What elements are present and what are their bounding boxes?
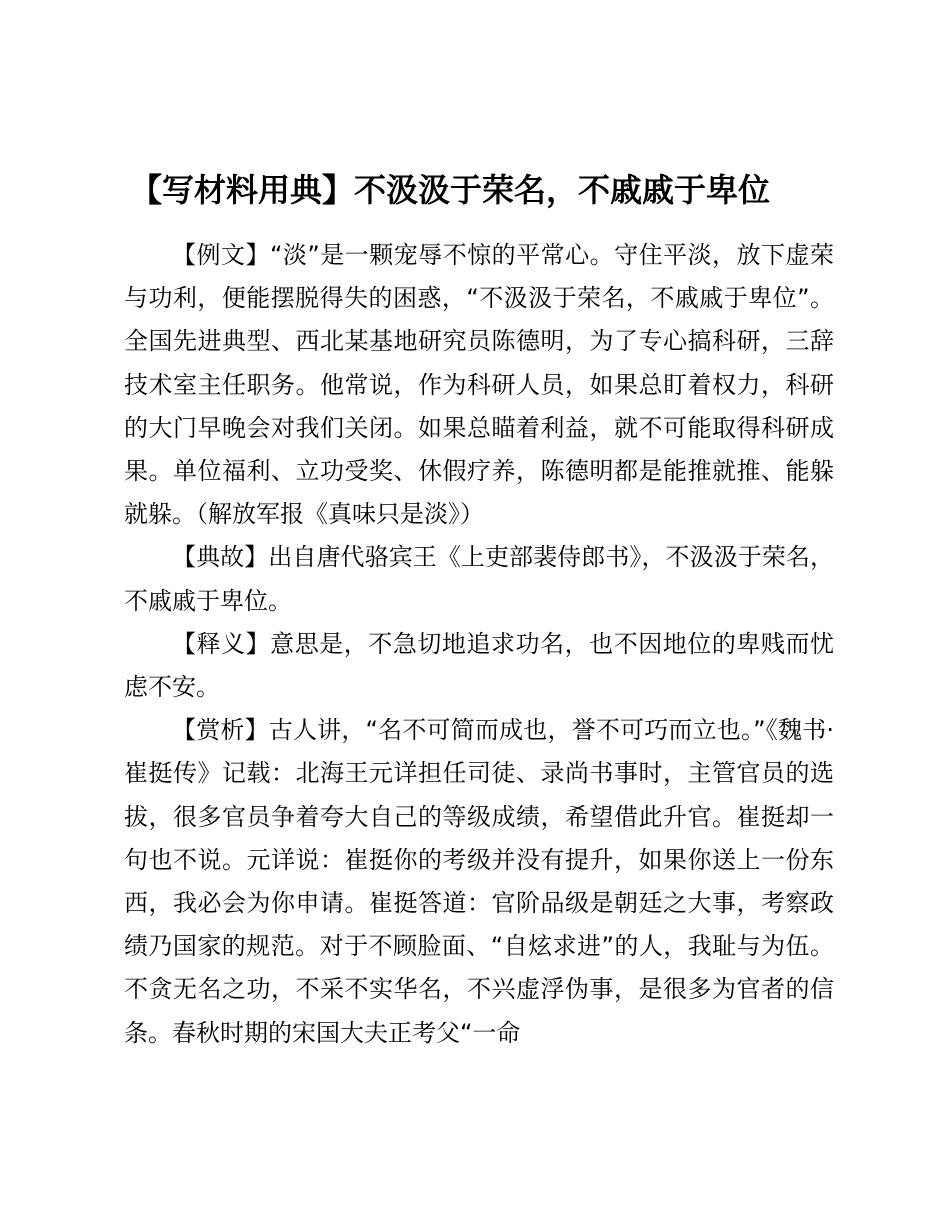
paragraph-allusion: 【典故】出自唐代骆宾王《上吏部裴侍郎书》，不汲汲于荣名，不戚戚于卑位。 xyxy=(124,543,834,615)
paragraph-analysis: 【赏析】古人讲，“名不可简而成也，誉不可巧而立也。”《魏书·崔挺传》记载：北海王元详担任司徒、录尚书事时，主管官员的选拔，很多官员争着夸大自己的等级成绩，希望借此升官。崔挺却一句也不说。元详说：崔挺你的考级并没有提升，如果你送上一份东西，我必会为你申请。崔挺答道：官阶品级是朝廷之大事，考察政绩乃国家的规范。对于不顾脸面、“自炫求进”的人，我耻与为伍。不贪无名之功，不采不实华名，不兴虚浮伪事，是很多为官者的信条。春秋时期的宋国大夫正考父“一命 xyxy=(124,716,834,1047)
document-title: 【写材料用典】不汲汲于荣名，不戚戚于卑位 xyxy=(130,171,771,209)
paragraph-meaning: 【释义】意思是，不急切地追求功名，也不因地位的卑贱而忧虑不安。 xyxy=(124,629,834,702)
document-body xyxy=(124,234,834,1055)
paragraph-example: 【例文】“淡”是一颗宠辱不惊的平常心。守住平淡，放下虚荣与功利，便能摆脱得失的困惑，“不汲汲于荣名，不戚戚于卑位”。全国先进典型、西北某基地研究员陈德明，为了专心搞科研，三辞技术室主任职务。他常说，作为科研人员，如果总盯着权力，科研的大门早晚会对我们关闭。如果总瞄着利益，就不可能取得科研成果。单位福利、立功受奖、休假疗养，陈德明都是能推就推、能躲就躲。（解放军报《真味只是淡》） xyxy=(124,241,834,529)
